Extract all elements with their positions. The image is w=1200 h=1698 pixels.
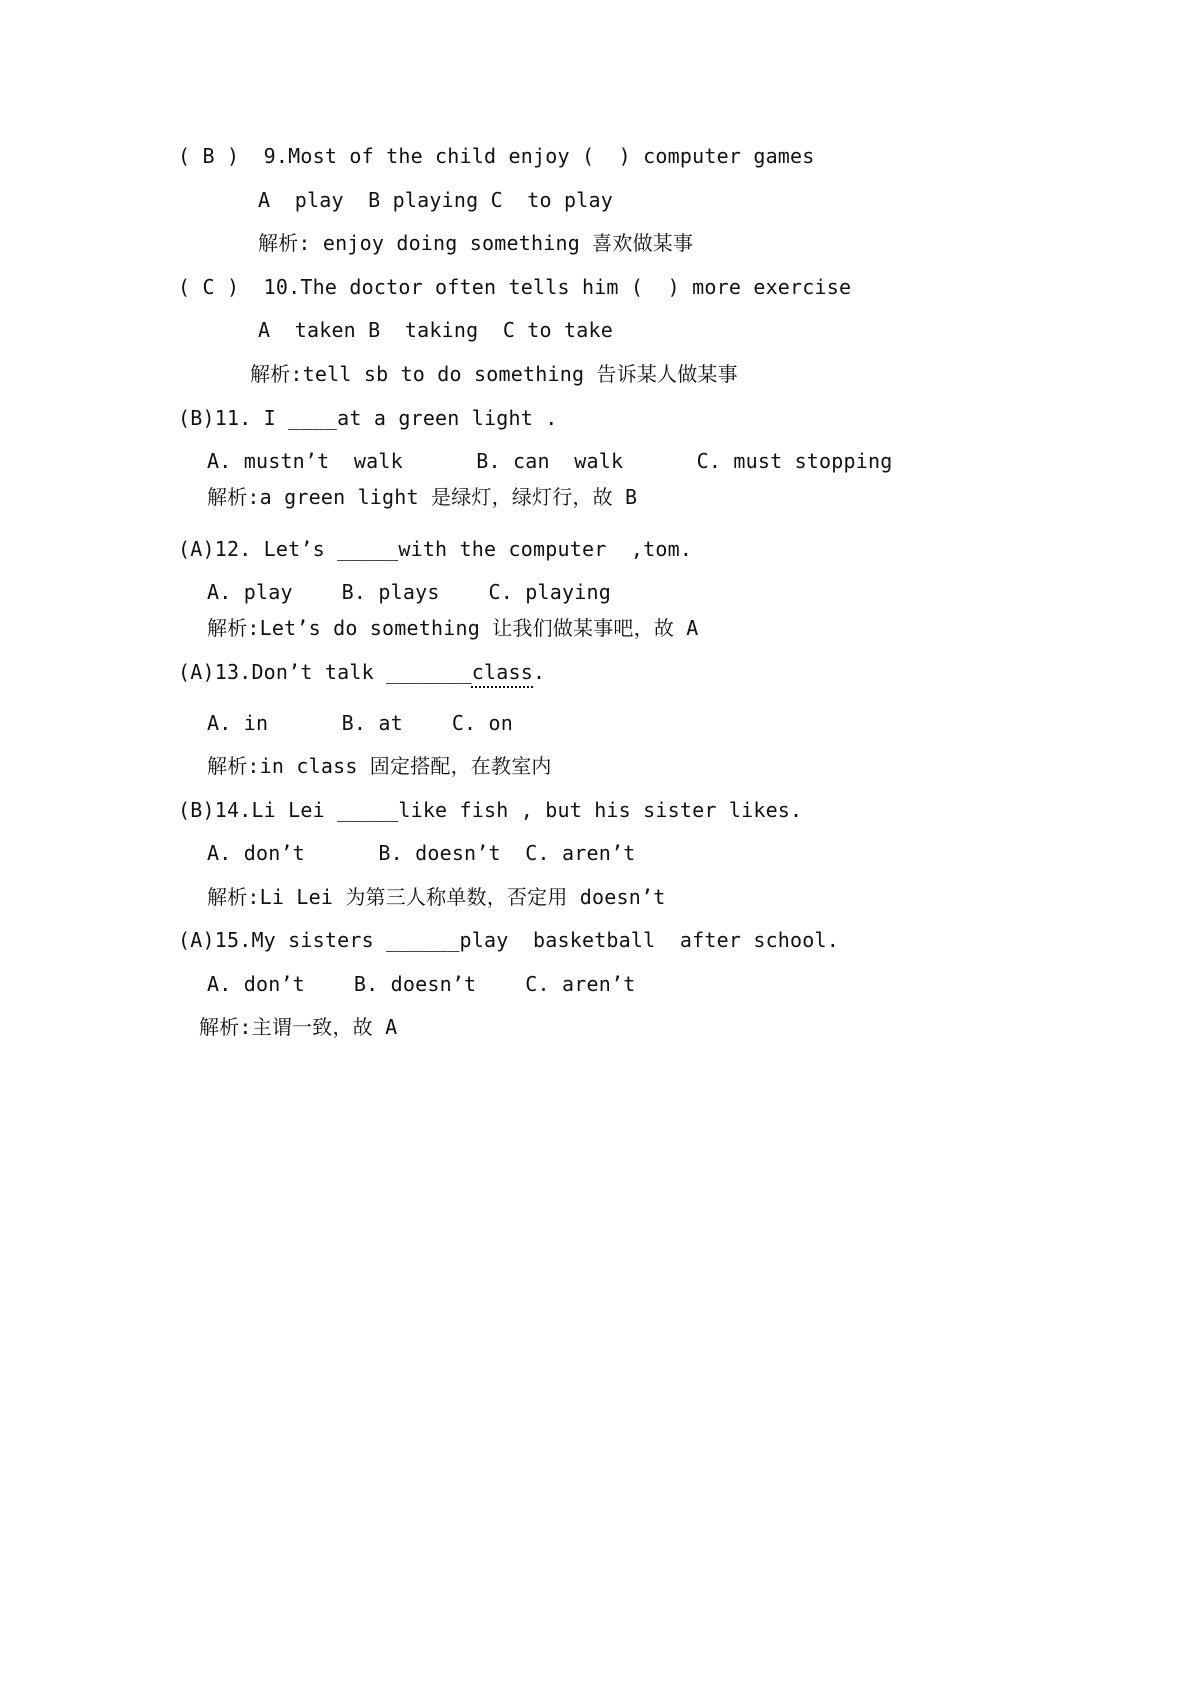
question-11-options: A. mustn’t walk B. can walk C. must stopping xyxy=(207,449,893,473)
question-15-stem: (A)15.My sisters ______play basketball after school. xyxy=(178,928,840,952)
question-13-stem xyxy=(178,659,545,685)
question-14-options: A. don’t B. doesn’t C. aren’t xyxy=(207,841,636,865)
question-12-stem: (A)12. Let’s _____with the computer ,tom. xyxy=(178,537,693,561)
question-13-options: A. in B. at C. on xyxy=(207,711,514,735)
question-12-analysis: 解析:Let’s do something 让我们做某事吧，故 A xyxy=(207,616,699,640)
question-13-emphasized-word: class xyxy=(471,660,534,684)
question-11-analysis: 解析:a green light 是绿灯，绿灯行，故 B xyxy=(207,485,638,509)
question-14-analysis: 解析:Li Lei 为第三人称单数，否定用 doesn’t xyxy=(207,885,666,909)
question-12-options: A. play B. plays C. playing xyxy=(207,580,611,604)
question-13-stem-suffix: . xyxy=(533,660,546,684)
question-14-stem: (B)14.Li Lei _____like fish , but his sister likes. xyxy=(178,798,803,822)
question-9-options: A play B playing C to play xyxy=(258,188,613,212)
question-13-analysis: 解析:in class 固定搭配，在教室内 xyxy=(207,754,552,778)
question-10-options: A taken B taking C to take xyxy=(258,318,613,342)
question-11-stem: (B)11. I ____at a green light . xyxy=(178,406,558,430)
question-13-stem-prefix: (A)13.Don’t talk _______ xyxy=(178,660,472,684)
question-9-analysis: 解析: enjoy doing something 喜欢做某事 xyxy=(258,231,694,255)
question-15-analysis: 解析:主谓一致，故 A xyxy=(199,1015,398,1039)
question-15-options: A. don’t B. doesn’t C. aren’t xyxy=(207,972,636,996)
question-9-stem: ( B ) 9.Most of the child enjoy ( ) computer games xyxy=(178,144,815,168)
question-10-stem: ( C ) 10.The doctor often tells him ( ) more exercise xyxy=(178,275,852,299)
question-10-analysis: 解析:tell sb to do something 告诉某人做某事 xyxy=(250,362,738,386)
